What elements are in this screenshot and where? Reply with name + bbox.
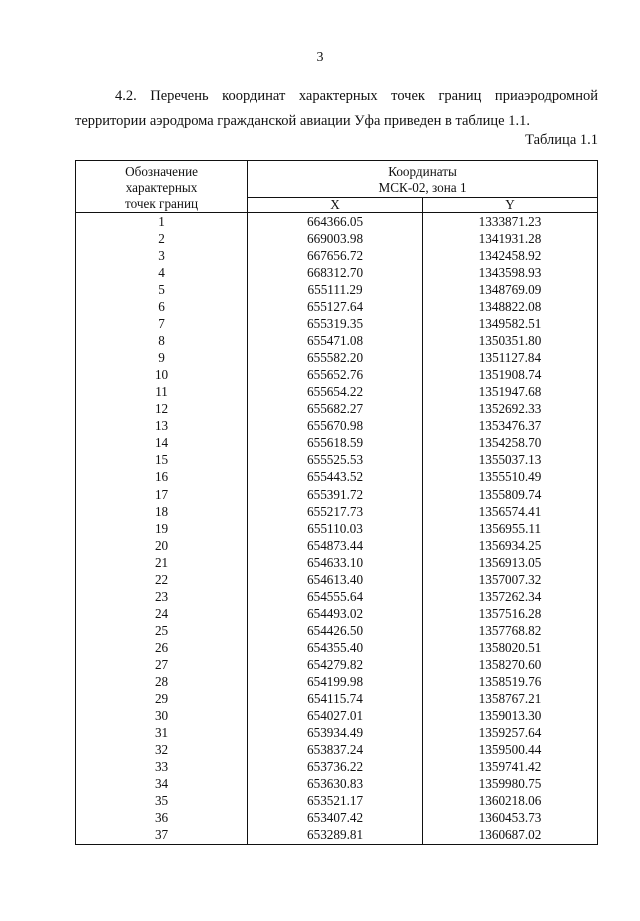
y-coordinate-cell: 1359257.64: [423, 724, 598, 741]
table-row: [76, 639, 598, 656]
y-coordinate-cell: 1357007.32: [423, 571, 598, 588]
table-row: [76, 315, 598, 332]
x-coordinate-cell: 654555.64: [248, 588, 423, 605]
point-number-cell: 24: [76, 605, 248, 622]
y-coordinate-cell: 1360453.73: [423, 810, 598, 827]
point-number-cell: 25: [76, 622, 248, 639]
table-row: [76, 776, 598, 793]
table-row: [76, 793, 598, 810]
table-row: [76, 383, 598, 400]
point-number-cell: 37: [76, 827, 248, 845]
y-coordinate-cell: 1360687.02: [423, 827, 598, 845]
header-point-label: [76, 161, 248, 213]
header-label-line: Обозначение: [125, 164, 198, 179]
point-number-cell: 21: [76, 554, 248, 571]
x-coordinate-cell: 655682.27: [248, 401, 423, 418]
x-coordinate-cell: 655471.08: [248, 332, 423, 349]
y-coordinate-cell: 1333871.23: [423, 213, 598, 231]
table-row: [76, 554, 598, 571]
point-number-cell: 12: [76, 401, 248, 418]
x-coordinate-cell: 653289.81: [248, 827, 423, 845]
y-coordinate-cell: 1351908.74: [423, 366, 598, 383]
x-coordinate-cell: 653934.49: [248, 724, 423, 741]
x-coordinate-cell: 655525.53: [248, 452, 423, 469]
table-row: [76, 452, 598, 469]
x-coordinate-cell: 654355.40: [248, 639, 423, 656]
y-coordinate-cell: 1341931.28: [423, 230, 598, 247]
table-row: [76, 486, 598, 503]
y-coordinate-cell: 1359980.75: [423, 776, 598, 793]
point-number-cell: 29: [76, 690, 248, 707]
point-number-cell: 28: [76, 673, 248, 690]
x-coordinate-cell: 655654.22: [248, 383, 423, 400]
point-number-cell: 26: [76, 639, 248, 656]
header-coords-line: МСК-02, зона 1: [378, 180, 467, 196]
point-number-cell: 22: [76, 571, 248, 588]
table-row: [76, 213, 598, 231]
x-coordinate-cell: 655111.29: [248, 281, 423, 298]
point-number-cell: 3: [76, 247, 248, 264]
y-coordinate-cell: 1358519.76: [423, 673, 598, 690]
x-coordinate-cell: 655110.03: [248, 520, 423, 537]
intro-line-2: территории аэродрома гражданской авиации Уфа приведен в таблице 1.1.: [75, 113, 530, 129]
x-coordinate-cell: 654426.50: [248, 622, 423, 639]
point-number-cell: 9: [76, 349, 248, 366]
table-header: [76, 161, 598, 213]
table-row: [76, 588, 598, 605]
y-coordinate-cell: 1358020.51: [423, 639, 598, 656]
point-number-cell: 17: [76, 486, 248, 503]
y-coordinate-cell: 1356913.05: [423, 554, 598, 571]
table-row: [76, 401, 598, 418]
table-row: [76, 247, 598, 264]
point-number-cell: 14: [76, 435, 248, 452]
table-row: [76, 418, 598, 435]
y-coordinate-cell: 1359741.42: [423, 759, 598, 776]
x-coordinate-cell: 653736.22: [248, 759, 423, 776]
table-row: [76, 690, 598, 707]
point-number-cell: 35: [76, 793, 248, 810]
x-coordinate-cell: 669003.98: [248, 230, 423, 247]
table-caption: Таблица 1.1: [525, 132, 598, 148]
x-coordinate-cell: 653837.24: [248, 741, 423, 758]
header-x: X: [248, 197, 423, 212]
point-number-cell: 4: [76, 264, 248, 281]
table-row: [76, 230, 598, 247]
x-coordinate-cell: 653630.83: [248, 776, 423, 793]
table-row: [76, 298, 598, 315]
x-coordinate-cell: 654873.44: [248, 537, 423, 554]
point-number-cell: 19: [76, 520, 248, 537]
table-body: [76, 213, 598, 845]
y-coordinate-cell: 1359013.30: [423, 707, 598, 724]
table-row: [76, 571, 598, 588]
x-coordinate-cell: 654279.82: [248, 656, 423, 673]
y-coordinate-cell: 1349582.51: [423, 315, 598, 332]
y-coordinate-cell: 1358270.60: [423, 656, 598, 673]
point-number-cell: 16: [76, 469, 248, 486]
y-coordinate-cell: 1357516.28: [423, 605, 598, 622]
x-coordinate-cell: 654115.74: [248, 690, 423, 707]
point-number-cell: 11: [76, 383, 248, 400]
x-coordinate-cell: 655670.98: [248, 418, 423, 435]
table-row: [76, 435, 598, 452]
table-row: [76, 622, 598, 639]
table-row: [76, 281, 598, 298]
x-coordinate-cell: 655127.64: [248, 298, 423, 315]
y-coordinate-cell: 1355037.13: [423, 452, 598, 469]
table-row: [76, 707, 598, 724]
y-coordinate-cell: 1350351.80: [423, 332, 598, 349]
y-coordinate-cell: 1356934.25: [423, 537, 598, 554]
x-coordinate-cell: 654613.40: [248, 571, 423, 588]
y-coordinate-cell: 1355809.74: [423, 486, 598, 503]
point-number-cell: 18: [76, 503, 248, 520]
table-row: [76, 520, 598, 537]
x-coordinate-cell: 667656.72: [248, 247, 423, 264]
table-row: [76, 264, 598, 281]
header-y: Y: [423, 197, 598, 212]
table-row: [76, 741, 598, 758]
y-coordinate-cell: 1343598.93: [423, 264, 598, 281]
point-number-cell: 5: [76, 281, 248, 298]
table-row: [76, 605, 598, 622]
y-coordinate-cell: 1342458.92: [423, 247, 598, 264]
point-number-cell: 7: [76, 315, 248, 332]
x-coordinate-cell: 655652.76: [248, 366, 423, 383]
header-label-line: точек границ: [125, 196, 199, 211]
point-number-cell: 13: [76, 418, 248, 435]
y-coordinate-cell: 1351947.68: [423, 383, 598, 400]
x-coordinate-cell: 655319.35: [248, 315, 423, 332]
x-coordinate-cell: 653407.42: [248, 810, 423, 827]
page-number: 3: [316, 50, 324, 65]
x-coordinate-cell: 655618.59: [248, 435, 423, 452]
x-coordinate-cell: 664366.05: [248, 213, 423, 231]
point-number-cell: 15: [76, 452, 248, 469]
header-coordinates: [248, 161, 598, 198]
table-row: [76, 366, 598, 383]
point-number-cell: 1: [76, 213, 248, 231]
table-row: [76, 673, 598, 690]
x-coordinate-cell: 655391.72: [248, 486, 423, 503]
x-coordinate-cell: 654199.98: [248, 673, 423, 690]
table-row: [76, 656, 598, 673]
y-coordinate-cell: 1359500.44: [423, 741, 598, 758]
table-row: [76, 332, 598, 349]
point-number-cell: 6: [76, 298, 248, 315]
intro-line-1: 4.2. Перечень координат характерных точек границ приаэродромной: [115, 88, 598, 104]
y-coordinate-cell: 1357262.34: [423, 588, 598, 605]
table-row: [76, 827, 598, 845]
x-coordinate-cell: 653521.17: [248, 793, 423, 810]
point-number-cell: 10: [76, 366, 248, 383]
x-coordinate-cell: 668312.70: [248, 264, 423, 281]
x-coordinate-cell: 654027.01: [248, 707, 423, 724]
y-coordinate-cell: 1348822.08: [423, 298, 598, 315]
point-number-cell: 20: [76, 537, 248, 554]
y-coordinate-cell: 1358767.21: [423, 690, 598, 707]
table-row: [76, 724, 598, 741]
y-coordinate-cell: 1356955.11: [423, 520, 598, 537]
x-coordinate-cell: 654633.10: [248, 554, 423, 571]
point-number-cell: 32: [76, 741, 248, 758]
point-number-cell: 33: [76, 759, 248, 776]
point-number-cell: 27: [76, 656, 248, 673]
header-coords-line: Координаты: [388, 164, 457, 180]
y-coordinate-cell: 1357768.82: [423, 622, 598, 639]
table-row: [76, 759, 598, 776]
x-coordinate-cell: 655217.73: [248, 503, 423, 520]
point-number-cell: 8: [76, 332, 248, 349]
point-number-cell: 23: [76, 588, 248, 605]
y-coordinate-cell: 1354258.70: [423, 435, 598, 452]
point-number-cell: 31: [76, 724, 248, 741]
y-coordinate-cell: 1356574.41: [423, 503, 598, 520]
header-label-line: характерных: [125, 180, 198, 195]
table-row: [76, 469, 598, 486]
y-coordinate-cell: 1352692.33: [423, 401, 598, 418]
point-number-cell: 34: [76, 776, 248, 793]
x-coordinate-cell: 654493.02: [248, 605, 423, 622]
coordinates-table: [75, 160, 598, 845]
y-coordinate-cell: 1360218.06: [423, 793, 598, 810]
table-row: [76, 810, 598, 827]
y-coordinate-cell: 1353476.37: [423, 418, 598, 435]
x-coordinate-cell: 655582.20: [248, 349, 423, 366]
point-number-cell: 2: [76, 230, 248, 247]
table-row: [76, 349, 598, 366]
intro-paragraph: [75, 84, 598, 134]
table-row: [76, 503, 598, 520]
y-coordinate-cell: 1348769.09: [423, 281, 598, 298]
y-coordinate-cell: 1355510.49: [423, 469, 598, 486]
point-number-cell: 36: [76, 810, 248, 827]
x-coordinate-cell: 655443.52: [248, 469, 423, 486]
y-coordinate-cell: 1351127.84: [423, 349, 598, 366]
table-row: [76, 537, 598, 554]
point-number-cell: 30: [76, 707, 248, 724]
